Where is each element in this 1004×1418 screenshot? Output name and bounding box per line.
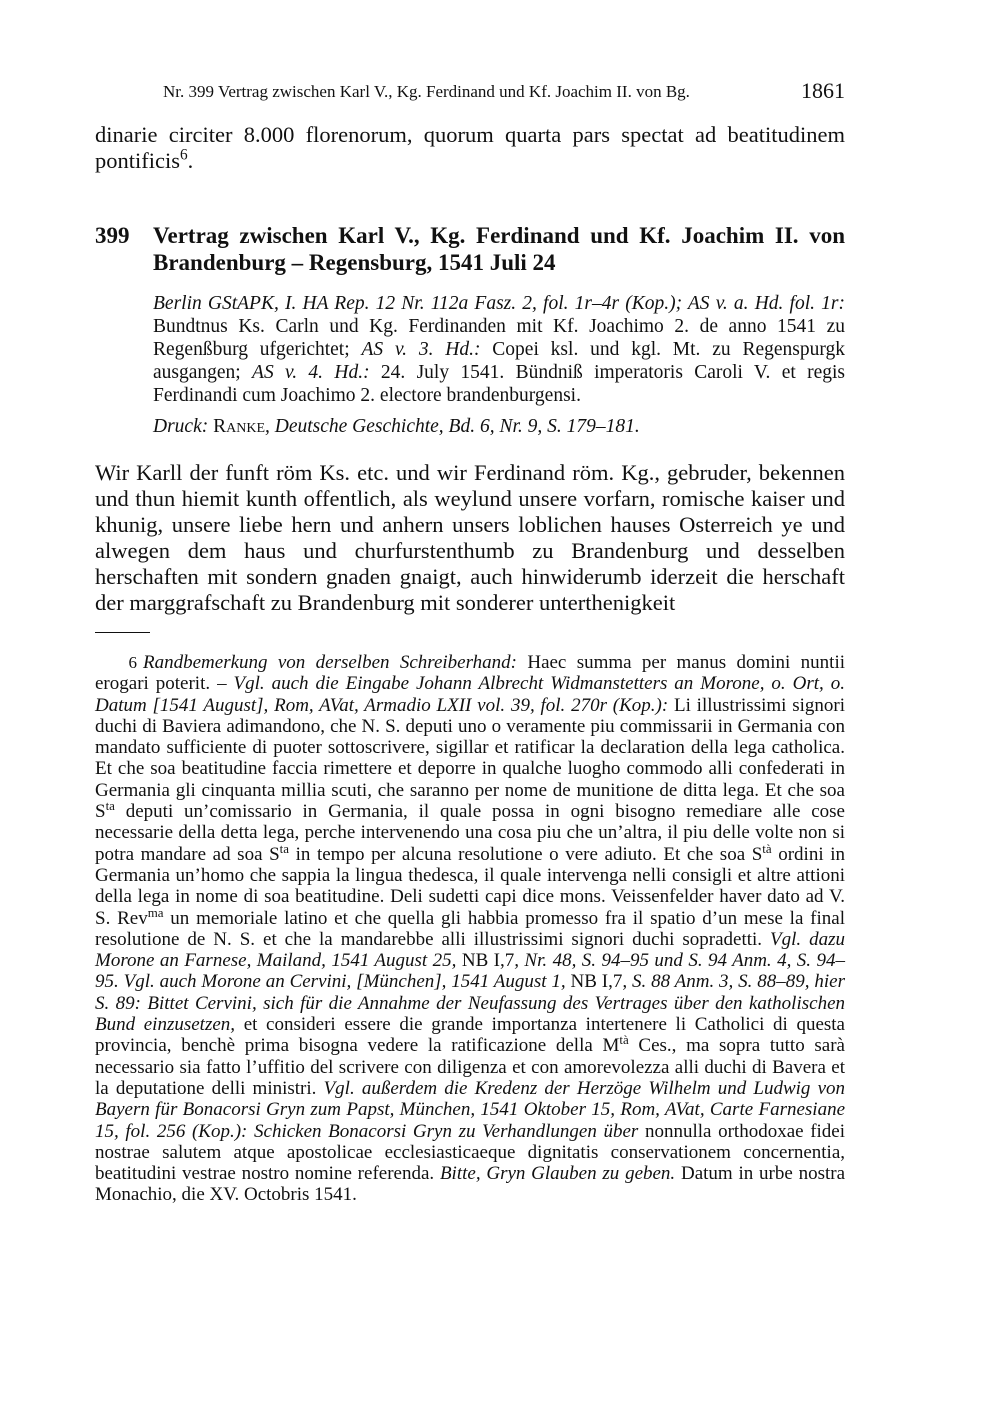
- fn-part: NB I,7: [565, 971, 623, 993]
- fn-part: in tempo per alcuna resolutione o vere adiuto. Et che soa S: [289, 843, 763, 865]
- source-hand-4-label: AS v. 4. Hd.:: [252, 362, 370, 383]
- source-endorsement-1: Bundtnus Ks. Carln und Kg. Ferdinanden mit Kf. Joachimo 2. de anno 1541 zu Regenßburg ufgerichtet;: [153, 316, 845, 360]
- source-endorsement-2: Copei ksl. und kgl. Mt. zu Regenspurgk ausgangen;: [153, 339, 845, 383]
- fn-superscript: ta: [105, 797, 115, 813]
- fn-superscript: ta: [279, 840, 289, 856]
- document-number: 399: [95, 223, 130, 248]
- fn-part: Haec summa per manus domini nuntii erogari poterit. –: [95, 652, 845, 695]
- source-description: [153, 292, 845, 407]
- fn-part: ordini in Germania un’homo che sappia la lingua thedesca, il quale intervenga nelli consigli et altre attioni della lega in nome di soa beatitudine. Deli sudetti capi dice mons. Veissenfelder haver dato ad V. S. Rev: [95, 843, 845, 929]
- druck-author: Ranke: [213, 416, 265, 437]
- fn-part: deputi un’comissario in Germania, il quale possa in ogni bisogno remediare alle cose necessarie della detta lega, perche intervenendo una cosa piu che un’altra, il piu delle volte non si potra mandare ad soa S: [95, 801, 845, 865]
- main-paragraph: Wir Karll der funft röm Ks. etc. und wir Ferdinand röm. Kg., gebruder, bekennen und thun hiemit kunth offentlich, als weylund unsere vorfarn, romische kaiser und khunig, unsere liebe hern und anhern unsers loblichen hauses Osterreich ye und alwegen dem haus und churfurstenthumb zu Brandenburg und desselben herschaften mit sondern gnaden gnaigt, auch hinwiderumb iderzeit die herschaft der marggrafschaft zu Brandenburg mit sonderer unterthenigkeit: [95, 460, 845, 615]
- druck-label: Druck:: [153, 416, 209, 437]
- fn-superscript: tà: [619, 1032, 629, 1048]
- footnote-reference[interactable]: 6: [180, 146, 188, 164]
- main-text: [95, 460, 845, 616]
- source-hand-3-label: AS v. 3. Hd.:: [361, 339, 481, 360]
- footnote-6: [95, 652, 845, 1206]
- fn-part: Vgl. dazu Morone an Farnese, Mailand, 1541 August 25,: [95, 928, 845, 972]
- page-number: 1861: [801, 78, 845, 103]
- source-endorsement-3: 24. July 1541. Bündniß imperatoris Caroli V. et regis Ferdinandi cum Joachimo 2. electore brandenburgensi.: [153, 362, 845, 406]
- footnote-separator: [95, 632, 150, 633]
- fn-superscript: tà: [762, 840, 772, 856]
- source-note: [153, 292, 845, 438]
- running-head-title: Nr. 399 Vertrag zwischen Karl V., Kg. Ferdinand und Kf. Joachim II. von Bg.: [163, 82, 690, 101]
- fn-part: NB I,7: [456, 950, 515, 972]
- fn-part: un memoriale latino et che quella gli habbia promesso fra il spatio d’un mese la final resolutione de N. S. et che la mandarebbe alli illustrissimi signori duchi sopradetti.: [95, 907, 845, 950]
- fn-part: Ces., ma sopra tutto sarà necessario sia fatto l’uffitio del scrivere con diligenza et con amorevolezza alli duchi di Bavera et la deputatione delli ministri.: [95, 1035, 845, 1099]
- fn-part: nonnulla orthodoxae fidei nostrae salutem atque apostolicae ecclesiasticaeque dignitatis conservationem concernentia, beatitudini vestrae nostro nomine referenda.: [95, 1120, 846, 1185]
- fn-part: Li illustrissimi signori duchi di Baviera adimandono, che N. S. deputi uno o veramente piu commissarii in Germania con mandato sufficiente di puoter sottoscrivere, sigillar et ratificar la declaration della lega catholica. Et che soa beatitudine faccia rimettere et deporre in qualche luogho commodo alli confederati in Germania gli cinquanta millia scuti, che saranno per nome de munitione de ditta lega. Et che soa S: [95, 694, 846, 823]
- fn-part: Bitte, Gryn Glauben zu geben.: [439, 1163, 676, 1185]
- fn-part: Vgl. auch die Eingabe Johann Albrecht Widmanstetters an Morone, o. Ort, o. Datum [1541 August], Rom, AVat, Armadio LXII vol. 39, fol. 270r (Kop.):: [95, 673, 845, 716]
- continuation-paragraph: [95, 122, 845, 174]
- footnote-number: 6: [128, 653, 137, 672]
- source-archive: Berlin GStAPK, I. HA Rep. 12 Nr. 112a Fasz. 2, fol. 1r–4r (Kop.); AS v. a. Hd. fol. 1r:: [153, 293, 845, 314]
- fn-part: , Nr. 48, S. 94–95 und S. 94 Anm. 4, S. 94–95. Vgl. auch Morone an Cervini, [München], 1541 August 1,: [95, 950, 845, 993]
- fn-part: et consideri essere die grande importanza intertenere li Catholici di questa provincia, benchè prima bisogna vedere la ratificazione della M: [95, 1014, 845, 1057]
- fn-part: , S. 88 Anm. 3, S. 88–89, hier S. 89: Bittet Cervini, sich für die Annahme der Neufassung des Vertrages über den katholischen Bund einzusetzen,: [95, 971, 845, 1036]
- print-reference: [153, 415, 845, 438]
- fn-part: Vgl. außerdem die Kredenz der Herzöge Wilhelm und Ludwig von Bayern für Bonacorsi Gryn zum Papst, München, 1541 Oktober 15, Rom, AVat, Carte Farnesiane 15, fol. 256 (Kop.): Schicken Bonacorsi Gryn zu Verhandlungen über: [95, 1077, 846, 1142]
- fn-part: Randbemerkung von derselben Schreiberhand:: [143, 652, 517, 673]
- continuation-end: .: [187, 148, 194, 173]
- druck-citation: , Deutsche Geschichte, Bd. 6, Nr. 9, S. 179–181.: [265, 416, 640, 437]
- continuation-text: dinarie circiter 8.000 florenorum, quorum quarta pars spectat ad beatitudinem pontificis: [95, 122, 845, 173]
- fn-superscript: ma: [147, 904, 164, 920]
- document-heading: [95, 222, 845, 276]
- document-title: Vertrag zwischen Karl V., Kg. Ferdinand und Kf. Joachim II. von Brandenburg – Regensburg, 1541 Juli 24: [153, 223, 845, 275]
- fn-part: Datum in urbe nostra Monachio, die XV. Octobris 1541.: [95, 1163, 846, 1206]
